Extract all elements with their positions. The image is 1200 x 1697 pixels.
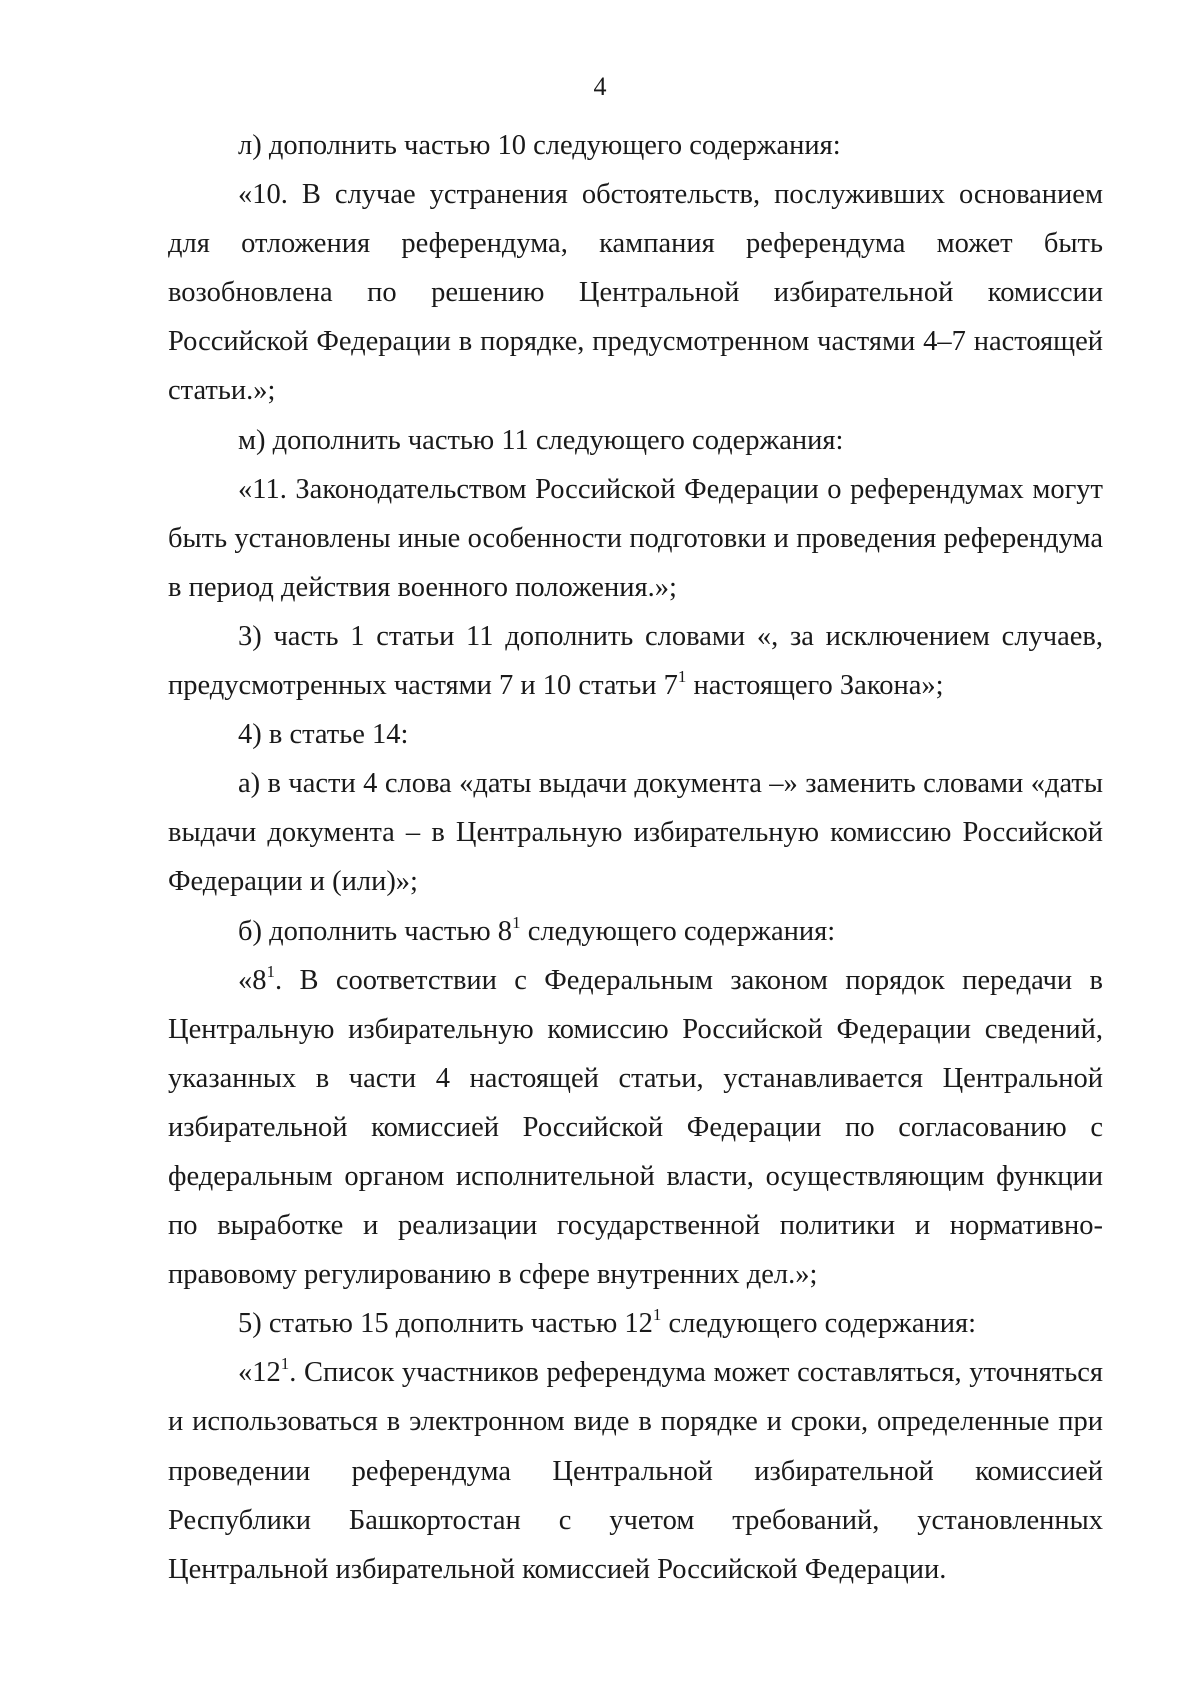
superscript-text: 1 [652, 1305, 662, 1325]
paragraph [168, 1348, 1103, 1593]
paragraph-text: настоящего Закона»; [686, 670, 944, 702]
paragraph [168, 416, 1103, 465]
superscript-text: 1 [512, 912, 521, 932]
paragraph-text: следующего содержания: [661, 1308, 977, 1340]
paragraph [168, 759, 1103, 906]
paragraph-text: 4) в статье 14: [238, 719, 409, 751]
paragraph [168, 710, 1103, 759]
paragraph-text: «8 [238, 964, 267, 996]
paragraph-text: . Список участников референдума может составляться, уточняться и использоваться в электронном виде в порядке и сроки, определенные при проведении референдума Центральной избирательной комиссией Республики Башкортостан с учетом требований, установленных Центральной избирательной комиссией Российской Федерации. [168, 1357, 1103, 1585]
superscript-text: 1 [280, 1354, 290, 1374]
paragraph [168, 907, 1103, 956]
paragraph-text: 5) статью 15 дополнить частью 12 [238, 1308, 653, 1340]
paragraph-text: б) дополнить частью 8 [238, 915, 513, 947]
paragraph-text: «10. В случае устранения обстоятельств, послуживших основанием для отложения референдума, кампания референдума может быть возобновлена по решению Центральной избирательной комиссии Российской Федерации в порядке, предусмотренном частями 4–7 настоящей статьи.»; [168, 179, 1103, 407]
paragraph [168, 121, 1103, 170]
paragraph [168, 612, 1103, 710]
paragraph-text: л) дополнить частью 10 следующего содержания: [238, 130, 841, 161]
paragraph-text: а) в части 4 слова «даты выдачи документа –» заменить словами «даты выдачи документа – в Центральную избирательную комиссию Российской Федерации и (или)»; [168, 768, 1103, 898]
paragraph-text: «11. Законодательством Российской Федерации о референдумах могут быть установлены иные особенности подготовки и проведения референдума в период действия военного положения.»; [168, 473, 1103, 603]
paragraph-text: «12 [238, 1357, 281, 1389]
paragraph-text: 3) часть 1 статьи 11 дополнить словами «, за исключением случаев, предусмотренных частями 7 и 10 статьи 7 [168, 620, 1103, 702]
document-body [168, 121, 1103, 1594]
paragraph-text: следующего содержания: [520, 915, 836, 947]
page-number: 4 [593, 72, 607, 101]
paragraph [168, 1299, 1103, 1348]
superscript-text: 1 [266, 961, 275, 981]
paragraph [168, 170, 1103, 415]
paragraph-text: м) дополнить частью 11 следующего содержания: [238, 424, 844, 456]
paragraph [168, 956, 1103, 1300]
paragraph-text: . В соответствии с Федеральным законом порядок передачи в Центральную избирательную комиссию Российской Федерации сведений, указанных в части 4 настоящей статьи, устанавливается Центральной избирательной комиссией Российской Федерации по согласованию с федеральным органом исполнительной власти, осуществляющим функции по выработке и реализации государственной политики и нормативно-правовому регулированию в сфере внутренних дел.»; [168, 964, 1103, 1291]
superscript-text: 1 [677, 667, 687, 687]
paragraph [168, 465, 1103, 612]
